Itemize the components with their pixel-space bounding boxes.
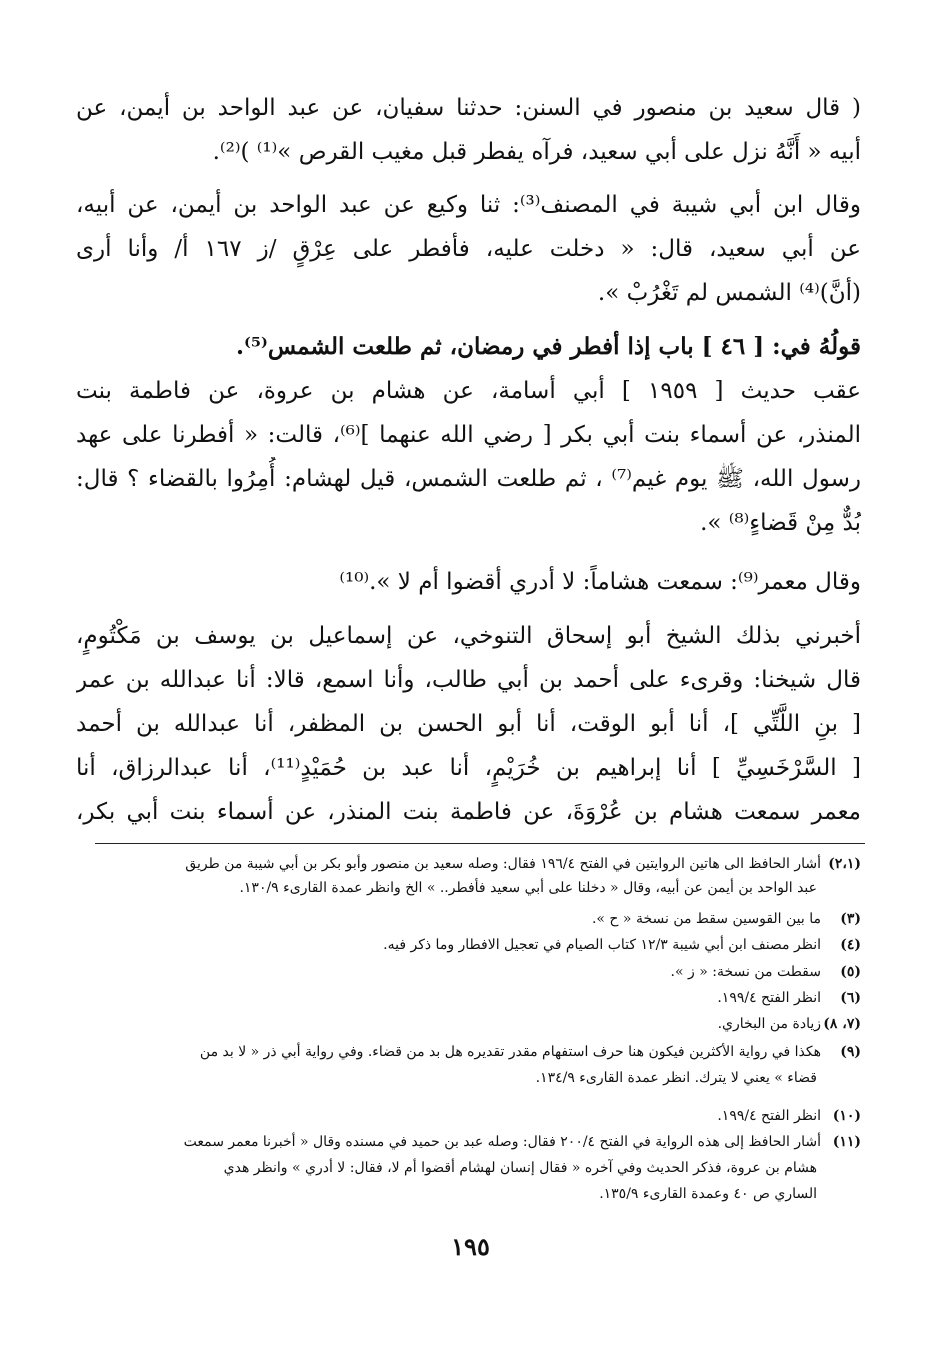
footnote-text: ما بين القوسين سقط من نسخة « ح ». [591, 911, 821, 927]
body-line: معمر سمعت هشام بن عُرْوَةَ، عن فاطمة بنت المنذر، عن أسماء بنت أبي بكر، [76, 799, 861, 825]
section-heading: قولُهُ في: [ ٤٦ ] باب إذا أفطر في رمضان، ثم طلعت الشمس⁽⁵⁾. [236, 333, 861, 360]
body-line: أبيه « أَنَّهُ نزل على أبي سعيد، فرآه يفطر قبل مغيب القرص »⁽¹⁾ )⁽²⁾. [212, 139, 861, 165]
body-line: رسول الله، ﷺ يوم غيم⁽⁷⁾ ، ثم طلعت الشمس، قيل لهشام: أُمِرُوا بالقضاء ؟ قال: [76, 466, 861, 492]
footnote-number: (١١) [832, 1134, 861, 1150]
footnote-number: (٢،١) [828, 856, 861, 872]
footnote-text: سقطت من نسخة: « ز ». [670, 964, 821, 980]
footnote-text: انظر الفتح ١٩٩/٤. [717, 1108, 821, 1124]
footnote [71, 986, 861, 1010]
footnote [71, 1012, 861, 1036]
body-line: (أنَّ)⁽⁴⁾ الشمس لم تَغْرُبْ ». [597, 280, 861, 306]
footnote-continuation: قضاء » يعني لا يترك. انظر عمدة القارىء ١٣٤/٩. [535, 1070, 817, 1086]
footnote-number: (٤) [840, 937, 861, 953]
footnote-text: زيادة من البخاري. [717, 1016, 821, 1032]
body-line: عقب حديث [ ١٩٥٩ ] أبي أسامة، عن هشام بن عروة، عن فاطمة بنت [76, 378, 861, 404]
footnote-number: (٣) [840, 911, 861, 927]
page-number: ١٩٥ [451, 1232, 490, 1261]
footnote [71, 1130, 861, 1154]
footnote [71, 852, 861, 876]
footnote [71, 933, 861, 957]
footnote-number: (٧، ٨) [823, 1016, 861, 1032]
footnote-text: انظر مصنف ابن أبي شيبة ١٢/٣ كتاب الصيام في تعجيل الافطار وما ذكر فيه. [383, 937, 821, 953]
footnote-text: انظر الفتح ١٩٩/٤. [717, 990, 821, 1006]
footnote [71, 960, 861, 984]
body-line: ( قال سعيد بن منصور في السنن: حدثنا سفيان، عن عبد الواحد بن أيمن، عن [76, 95, 861, 121]
footnote-text: هكذا في رواية الأكثرين فيكون هنا حرف استفهام مقدر تقديره هل بد من قضاء. وفي رواية أبي ذر « لا بد من [199, 1044, 821, 1060]
body-line: عن أبي سعيد، قال: « دخلت عليه، فأفطر على عِرْقٍ /ز ١٦٧ أ/ وأنا أرى [76, 236, 861, 262]
footnote-divider [95, 843, 865, 844]
footnote-number: (١٠) [832, 1108, 861, 1124]
body-line: وقال معمر⁽⁹⁾: سمعت هشاماً: لا أدري أقضوا أم لا ».⁽¹⁰⁾ [339, 569, 861, 595]
body-line: أخبرني بذلك الشيخ أبو إسحاق التنوخي، عن إسماعيل بن يوسف بن مَكْتُومٍ، [76, 623, 861, 649]
footnote [71, 1040, 861, 1064]
footnote-number: (٦) [840, 990, 861, 1006]
footnote-number: (٥) [840, 964, 861, 980]
footnote-continuation: الساري ص ٤٠ وعمدة القارىء ١٣٥/٩. [599, 1186, 817, 1202]
body-line: المنذر، عن أسماء بنت أبي بكر [ رضي الله عنهما ]⁽⁶⁾، قالت: « أفطرنا على عهد [76, 422, 861, 448]
body-line: [ السَّرْخَسِيِّ ] أنا إبراهيم بن خُرَيْمٍ، أنا عبد بن حُمَيْدٍ⁽¹¹⁾، أنا عبدالرزاق، أنا [76, 755, 861, 781]
footnote [71, 907, 861, 931]
footnote [71, 1104, 861, 1128]
footnote-text: أشار الحافظ الى هاتين الروايتين في الفتح ١٩٦/٤ فقال: وصله سعيد بن منصور وأبو بكر بن أبي شيبة من طريق [185, 856, 821, 872]
footnote-text: أشار الحافظ إلى هذه الرواية في الفتح ٢٠٠/٤ فقال: وصله عبد بن حميد في مسنده وقال « أخبرنا معمر سمعت [183, 1134, 821, 1150]
body-line: [ بنِ اللَّتِّي ]، أنا أبو الوقت، أنا أبو الحسن بن المظفر، أنا عبدالله بن أحمد [76, 711, 861, 737]
body-line: قال شيخنا: وقرىء على أحمد بن أبي طالب، وأنا اسمع، قالا: أنا عبدالله بن عمر [76, 667, 861, 693]
body-line: بُدٌّ مِنْ قَضاءٍ⁽⁸⁾ ». [700, 510, 861, 536]
footnote-number: (٩) [840, 1044, 861, 1060]
footnote-continuation: عبد الواحد بن أيمن عن أبيه، وقال « دخلنا على أبي سعيد فأفطر.. » الخ وانظر عمدة القارىء ١٣٠/٩. [239, 880, 817, 896]
footnote-continuation: هشام بن عروة، فذكر الحديث وفي آخره « فقال إنسان لهشام أقضوا أم لا، فقال: لا أدري » وانظر هدي [223, 1160, 817, 1176]
body-line: وقال ابن أبي شيبة في المصنف⁽³⁾: ثنا وكيع عن عبد الواحد بن أيمن، عن أبيه، [76, 192, 861, 218]
